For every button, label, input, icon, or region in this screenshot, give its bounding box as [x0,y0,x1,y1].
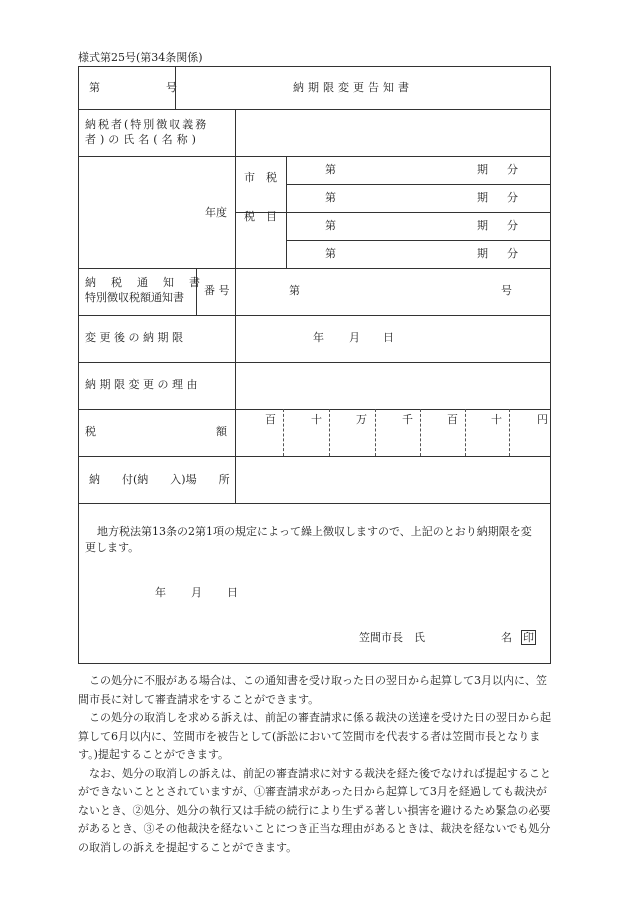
digit-divider [420,409,421,456]
digit-divider [465,409,466,456]
digit-unit: 万 [356,413,367,426]
statement-day: 日 [227,586,238,599]
note-paragraph: なお、処分の取消しの訴えは、前記の審査請求に対する裁決を経た後でなければ提起することができないこととされていますが、①審査請求があった日から起算して3月を経過しても裁決がないとき、②処分、処分の執行又は手続の続行により生ずる著しい損害を避けるため緊急の必要があるとき、③その他裁決を経ないことにつき正当な理由があるときは、裁決を経ないでも処分の取消しの訴えを提起することができます。 [78,766,551,854]
digit-unit: 百 [447,413,458,426]
row-divider [235,212,550,213]
col-divider [286,156,287,268]
notice-number-label: 番 号 [204,284,230,297]
notice-label: 納 税 通 知 書 [85,276,202,289]
period-ki: 期 [477,247,488,260]
row-divider [286,184,550,185]
digit-unit: 円 [537,413,548,426]
statement-text: 地方税法第13条の2第1項の規定によって繰上徴収しますので、上記のとおり納期限を変 [97,525,532,538]
digit-divider [509,409,510,456]
notice-form [78,66,551,664]
digit-divider [283,409,284,456]
notes-section [78,672,556,857]
city-tax-label: 市 税 [244,171,277,184]
period-dai: 第 [325,163,336,176]
year-label: 年度 [205,206,227,219]
period-dai: 第 [325,247,336,260]
digit-unit: 十 [311,413,322,426]
period-ki: 期 [477,219,488,232]
row-divider [79,362,550,363]
amount-label-left: 税 [85,425,96,438]
taxpayer-label: 納税者(特別徴収義務 [85,118,209,131]
deadline-month: 月 [349,331,360,344]
row-divider [79,109,550,110]
form-number-caption: 様式第25号(第34条関係) [78,51,203,64]
digit-unit: 千 [402,413,413,426]
document-title: 納期限変更告知書 [293,81,413,94]
period-bun: 分 [507,191,518,204]
amount-label-right: 額 [216,425,227,438]
notice-dai: 第 [289,284,300,297]
row-divider [79,315,550,316]
tax-item-label: 税 目 [244,210,277,223]
period-bun: 分 [507,247,518,260]
digit-unit: 十 [491,413,502,426]
deadline-year: 年 [313,331,324,344]
period-dai: 第 [325,191,336,204]
period-ki: 期 [477,163,488,176]
row-divider [79,409,550,410]
digit-divider [329,409,330,456]
digit-divider [375,409,376,456]
row-divider [79,156,550,157]
note-paragraph: この処分の取消しを求める訴えは、前記の審査請求に係る裁決の送達を受けた日の翌日から起算して6月以内に、笠間市を被告として(訴訟において笠間市を代表する者は笠間市長となります。)提起することができます。 [78,711,551,761]
period-dai: 第 [325,219,336,232]
notice-label: 特別徴収税額通知書 [85,291,184,304]
period-bun: 分 [507,163,518,176]
col-divider [235,109,236,503]
period-bun: 分 [507,219,518,232]
taxpayer-label: 者)の氏名(名称) [85,133,200,146]
statement-year: 年 [155,586,166,599]
row-divider [79,456,550,457]
new-deadline-label: 変 更 後 の 納 期 限 [85,331,183,344]
row-divider [79,503,550,504]
statement-month: 月 [191,586,202,599]
note-paragraph: この処分に不服がある場合は、この通知書を受け取った日の翌日から起算して3月以内に、笠間市長に対して審査請求をすることができます。 [78,674,547,706]
row-divider [286,240,550,241]
reason-label: 納 期 限 変 更 の 理 由 [85,378,198,391]
row-divider [79,268,550,269]
mayor-label: 笠間市長 氏 [359,631,425,644]
notice-go: 号 [501,284,512,297]
statement-text: 更します。 [85,541,140,554]
seal-mark: 印 [523,631,534,644]
payment-place-label: 納 付(納 入)場 所 [89,473,230,486]
number-label: 第 号 [89,81,177,94]
name-label: 名 [501,631,512,644]
digit-unit: 百 [265,413,276,426]
period-ki: 期 [477,191,488,204]
deadline-day: 日 [383,331,394,344]
